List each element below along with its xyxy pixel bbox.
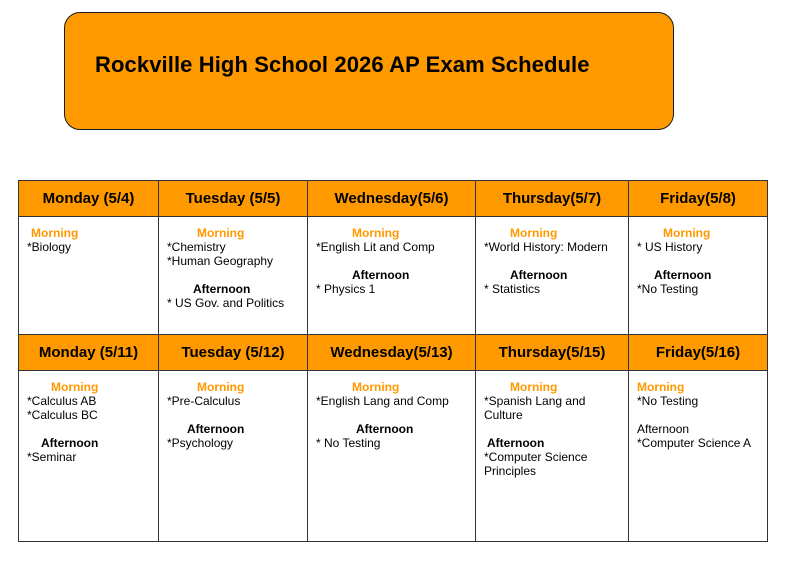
exam-item: *Pre-Calculus: [167, 394, 241, 408]
afternoon-label: Afternoon: [487, 436, 545, 450]
day-header: Monday (5/4): [19, 181, 159, 217]
afternoon-label: Afternoon: [356, 422, 414, 436]
exam-cell: [159, 217, 308, 335]
week1-exams-row: [19, 217, 768, 335]
exam-cell: [476, 217, 629, 335]
day-header: Thursday(5/7): [476, 181, 629, 217]
exam-item: * Physics 1: [316, 282, 376, 296]
exam-cell: [308, 371, 476, 542]
afternoon-label: Afternoon: [510, 268, 568, 282]
exam-item: * No Testing: [316, 436, 381, 450]
exam-item: *English Lit and Comp: [316, 240, 435, 254]
afternoon-label: Afternoon: [654, 268, 712, 282]
week2-header-row: [19, 335, 768, 371]
exam-cell: [629, 217, 768, 335]
morning-label: Morning: [510, 226, 558, 240]
exam-cell: [159, 371, 308, 542]
title-banner: [64, 12, 674, 130]
exam-item: Culture: [484, 408, 523, 422]
page-title: Rockville High School 2026 AP Exam Schedule: [95, 52, 590, 77]
day-header: Wednesday(5/6): [308, 181, 476, 217]
morning-label: Morning: [637, 380, 685, 394]
afternoon-label: Afternoon: [187, 422, 245, 436]
day-header: Friday(5/8): [629, 181, 768, 217]
exam-item: *Biology: [27, 240, 72, 254]
exam-cell: [19, 217, 159, 335]
morning-label: Morning: [352, 380, 400, 394]
exam-item: *Computer Science A: [637, 436, 752, 450]
day-header: Monday (5/11): [19, 335, 159, 371]
exam-item: Principles: [484, 464, 537, 478]
week2-exams-row: [19, 371, 768, 542]
exam-cell: [19, 371, 159, 542]
exam-cell: [476, 371, 629, 542]
morning-label: Morning: [352, 226, 400, 240]
exam-item: *Spanish Lang and: [484, 394, 586, 408]
week1-header-row: [19, 181, 768, 217]
exam-cell: [308, 217, 476, 335]
afternoon-label: Afternoon: [352, 268, 410, 282]
exam-cell: [629, 371, 768, 542]
morning-label: Morning: [663, 226, 711, 240]
afternoon-label: Afternoon: [637, 422, 690, 436]
exam-item: *No Testing: [637, 282, 699, 296]
exam-item: * US History: [637, 240, 703, 254]
exam-item: *English Lang and Comp: [316, 394, 449, 408]
morning-label: Morning: [197, 380, 245, 394]
exam-item: *Chemistry: [167, 240, 226, 254]
day-header: Tuesday (5/12): [159, 335, 308, 371]
morning-label: Morning: [31, 226, 79, 240]
day-header: Tuesday (5/5): [159, 181, 308, 217]
afternoon-label: Afternoon: [193, 282, 251, 296]
exam-item: *Calculus BC: [27, 408, 98, 422]
exam-item: * US Gov. and Politics: [167, 296, 285, 310]
exam-item: * Statistics: [484, 282, 541, 296]
morning-label: Morning: [197, 226, 245, 240]
day-header: Thursday(5/15): [476, 335, 629, 371]
day-header: Friday(5/16): [629, 335, 768, 371]
exam-item: *Calculus AB: [27, 394, 97, 408]
exam-item: *No Testing: [637, 394, 699, 408]
exam-item: *Human Geography: [167, 254, 274, 268]
exam-item: *Computer Science: [484, 450, 588, 464]
day-header: Wednesday(5/13): [308, 335, 476, 371]
schedule-table: [18, 180, 768, 542]
exam-item: *World History: Modern: [484, 240, 608, 254]
exam-item: *Psychology: [167, 436, 234, 450]
afternoon-label: Afternoon: [41, 436, 99, 450]
morning-label: Morning: [510, 380, 558, 394]
exam-item: *Seminar: [27, 450, 77, 464]
morning-label: Morning: [51, 380, 99, 394]
